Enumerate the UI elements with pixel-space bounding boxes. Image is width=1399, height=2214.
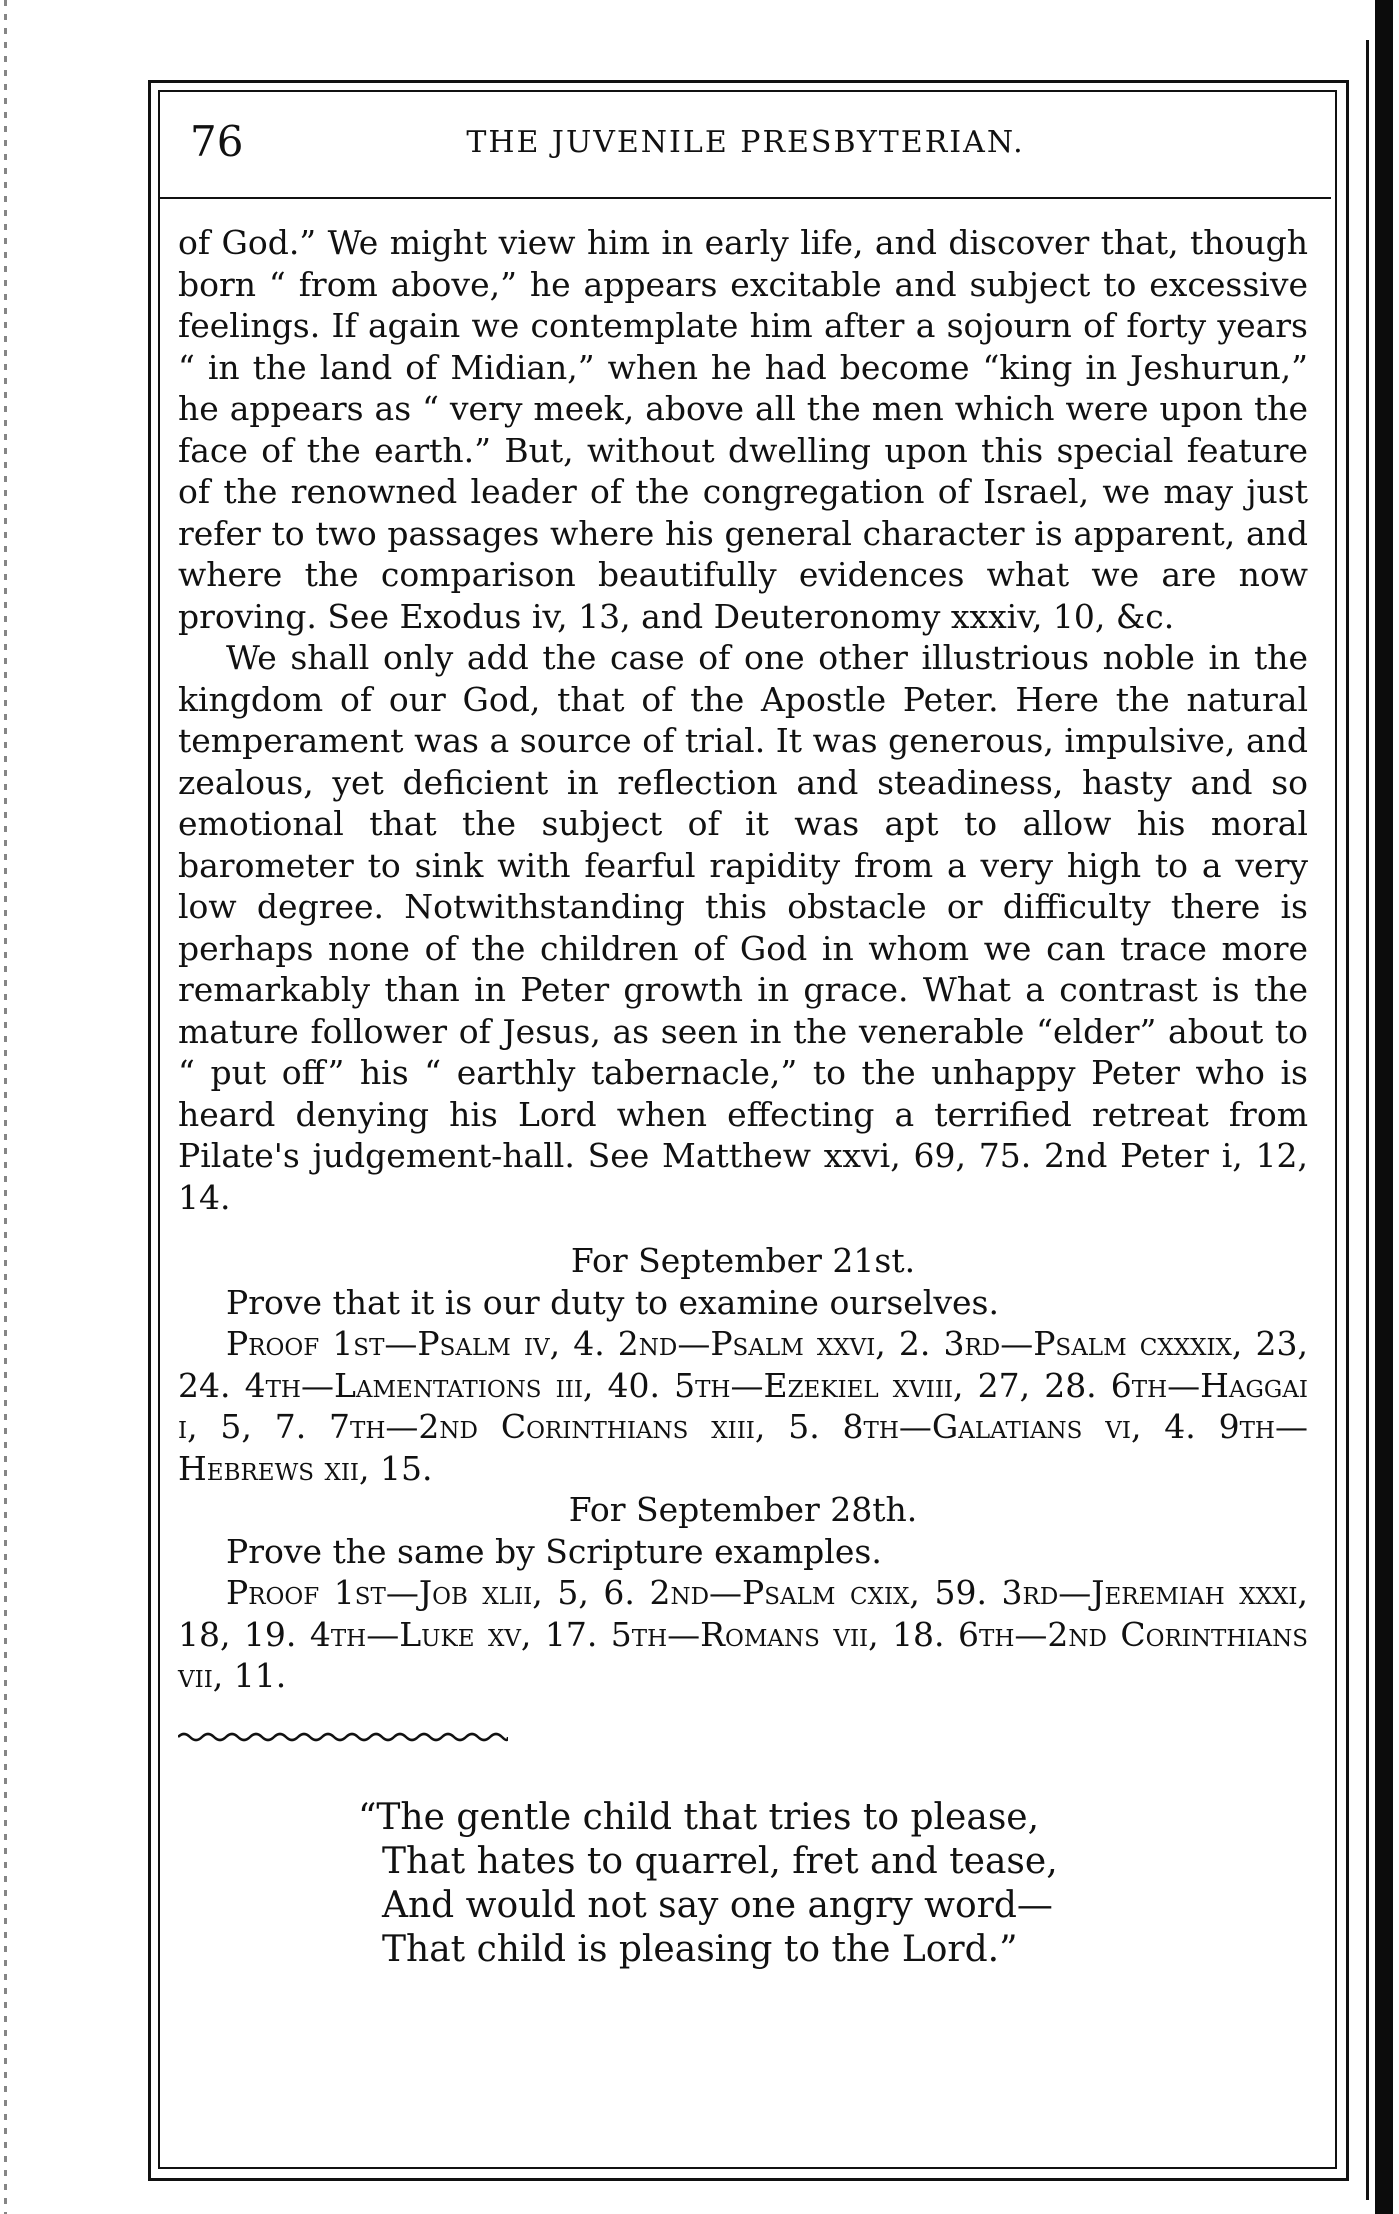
section-prompt-sept-21: Prove that it is our duty to examine ourselves. [226, 1282, 999, 1322]
proof-label: Proof [226, 1324, 320, 1363]
page-body [178, 222, 1308, 1972]
proof-list-sept-21 [178, 1323, 1308, 1489]
page-scan-right-line [1366, 40, 1369, 2200]
poem-line: And would not say one angry word— [382, 1885, 1053, 1926]
section-heading-sept-28: For September 28th. [568, 1490, 918, 1529]
proof-list-sept-28 [178, 1572, 1308, 1697]
poem-line: “The gentle child that tries to please, [358, 1797, 1040, 1838]
closing-poem [358, 1796, 1058, 1972]
poem-line: That hates to quarrel, fret and tease, [382, 1841, 1058, 1882]
page-scan-left-edge [4, 0, 7, 2214]
section-prompt-sept-28: Prove the same by Scripture examples. [226, 1531, 882, 1571]
proof-references: 1st—Psalm iv, 4. 2nd—Psalm xxvi, 2. 3rd—Psalm cxxxix, 23, 24. 4th—Lamentations iii, 40. 5th—Ezekiel xviii, 27, 28. 6th—Haggai i, 5, 7. 7th—2nd Corinthians xiii, 5. 8th—Galatians vi, 4. 9th—Hebrews xii, 15. [178, 1324, 1308, 1488]
poem-line: That child is pleasing to the Lord.” [382, 1929, 1018, 1970]
proof-references: 1st—Job xlii, 5, 6. 2nd—Psalm cxix, 59. 3rd—Jeremiah xxxi, 18, 19. 4th—Luke xv, 17. 5th—Romans vii, 18. 6th—2nd Corinthians vii, 11. [178, 1573, 1308, 1695]
section-heading-sept-21: For September 21st. [570, 1241, 916, 1280]
running-title: THE JUVENILE PRESBYTERIAN. [466, 125, 1025, 160]
body-paragraph-peter: We shall only add the case of one other illustrious noble in the kingdom of our God, that of the Apostle Peter. Here the natural temperament was a source of trial. It was generous, impulsive, and zealous, yet deficient in reflection and steadiness, hasty and so emotional that the subject of it was apt to allow his moral barometer to sink with fearful rapidity from a very high to a very low degree. Notwithstanding this obstacle or difficulty there is perhaps none of the children of God in whom we can trace more remarkably than in Peter growth in grace. What a contrast is the mature follower of Jesus, as seen in the venerable “elder” about to “ put off” his “ earthly tabernacle,” to the unhappy Peter who is heard denying his Lord when effecting a terrified retreat from Pilate's judgement-hall. See Matthew xxvi, 69, 75. 2nd Peter i, 12, 14. [178, 638, 1308, 1217]
page-header [160, 95, 1331, 199]
wavy-divider [178, 1729, 508, 1745]
page-scan-right-edge [1375, 0, 1393, 2214]
page-number: 76 [190, 117, 244, 166]
body-paragraph-moses: of God.” We might view him in early life, and discover that, though born “ from above,” he appears excitable and subject to excessive feelings. If again we contemplate him after a sojourn of forty years “ in the land of Midian,” when he had become “king in Jeshurun,” he appears as “ very meek, above all the men which were upon the face of the earth.” But, without dwelling upon this special feature of the renowned leader of the congregation of Israel, we may just refer to two passages where his general character is apparent, and where the comparison beautifully evidences what we are now proving. See Exodus iv, 13, and Deuteronomy xxxiv, 10, &c. [178, 223, 1308, 636]
proof-label: Proof [226, 1573, 320, 1612]
